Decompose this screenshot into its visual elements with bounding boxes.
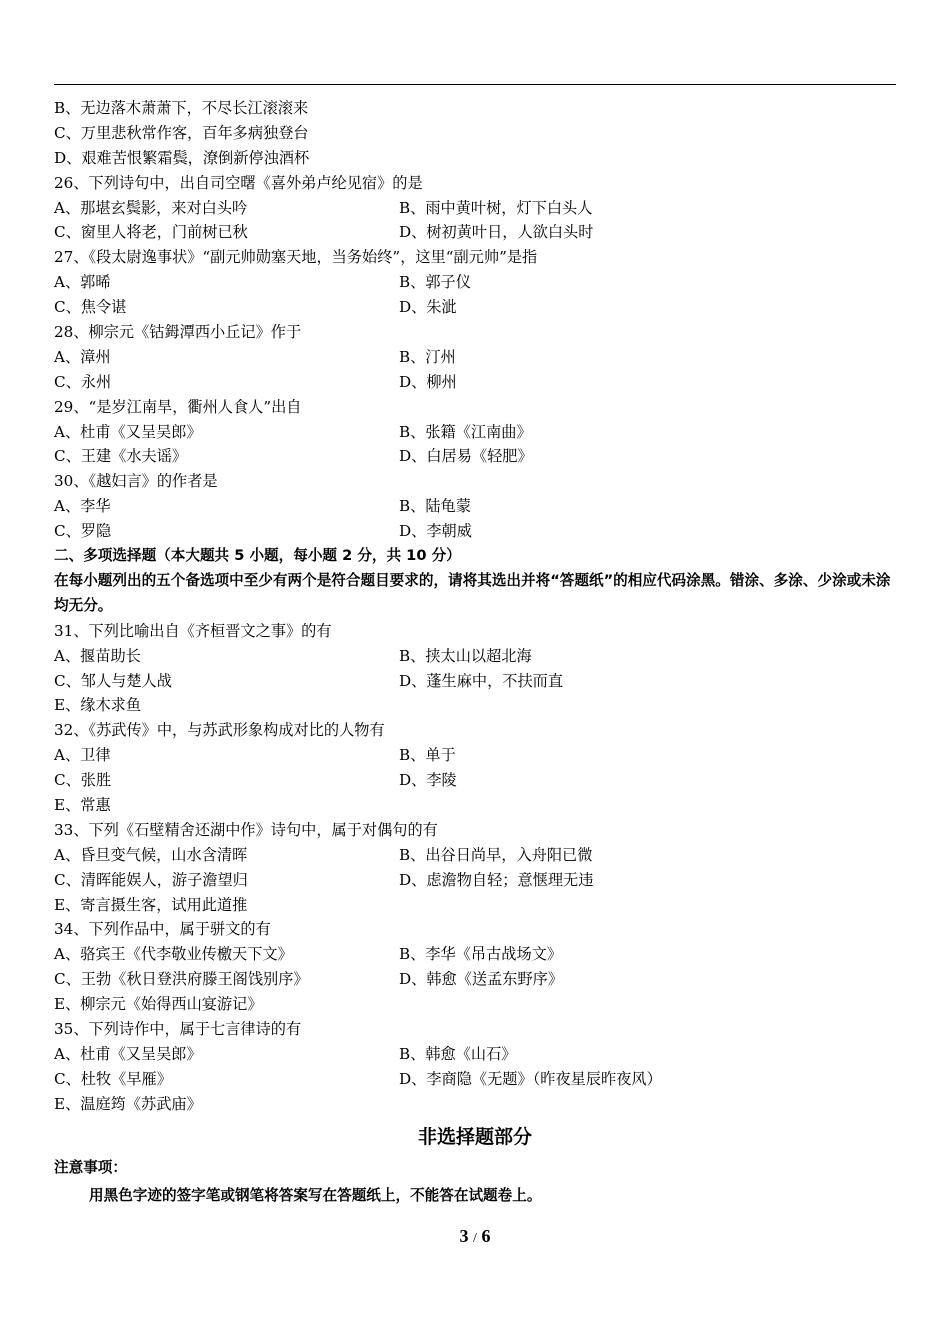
line-text: E、寄言摄生客，试用此道推 bbox=[54, 895, 248, 914]
line-text: 33、下列《石壁精舍还湖中作》诗句中，属于对偶句的有 bbox=[54, 820, 438, 839]
line-option-right: D、蓬生麻中，不扶而直 bbox=[399, 671, 564, 690]
text-line bbox=[54, 345, 896, 370]
section-instruction: 在每小题列出的五个备选项中至少有两个是符合题目要求的，请将其选出并将“答题纸”的相应代码涂黑。错涂、多涂、少涂或未涂均无分。 bbox=[54, 571, 891, 614]
text-line bbox=[54, 469, 896, 494]
text-line bbox=[54, 96, 896, 121]
text-line bbox=[54, 1042, 896, 1067]
line-option-right: B、汀州 bbox=[399, 347, 456, 366]
page-content bbox=[54, 96, 896, 1211]
line-text: C、杜牧《早雁》 bbox=[54, 1069, 172, 1088]
line-text: A、李华 bbox=[54, 497, 111, 516]
notice-title: 注意事项： bbox=[54, 1158, 127, 1176]
line-text: A、那堪玄鬓影，来对白头吟 bbox=[54, 198, 248, 217]
text-line bbox=[54, 818, 896, 843]
text-line bbox=[54, 444, 896, 469]
line-text: 34、下列作品中，属于骈文的有 bbox=[54, 920, 271, 939]
text-line bbox=[54, 718, 896, 743]
text-line bbox=[54, 146, 896, 171]
page-total: 6 bbox=[481, 1226, 491, 1246]
line-option-right: B、陆龟蒙 bbox=[399, 497, 471, 516]
page-number bbox=[0, 1226, 950, 1247]
line-text: 32、《苏武传》中，与苏武形象构成对比的人物有 bbox=[54, 721, 385, 740]
line-option-right: D、柳州 bbox=[399, 372, 457, 391]
line-text: 28、柳宗元《钴鉧潭西小丘记》作于 bbox=[54, 323, 302, 342]
text-line bbox=[54, 893, 896, 918]
line-text: A、骆宾王《代李敬业传檄天下文》 bbox=[54, 945, 293, 964]
line-text: E、常惠 bbox=[54, 795, 111, 814]
text-line bbox=[54, 494, 896, 519]
line-text: A、漳州 bbox=[54, 347, 111, 366]
notice-body: 用黑色字迹的签字笔或钢笔将答案写在答题纸上，不能答在试题卷上。 bbox=[89, 1186, 542, 1204]
text-line bbox=[54, 1067, 896, 1092]
line-option-right: D、白居易《轻肥》 bbox=[399, 447, 533, 466]
text-line bbox=[54, 295, 896, 320]
line-option-right: D、李朝威 bbox=[399, 522, 472, 541]
line-option-right: D、朱泚 bbox=[399, 298, 457, 317]
line-text: E、缘木求鱼 bbox=[54, 696, 142, 715]
text-line bbox=[54, 270, 896, 295]
text-line bbox=[54, 1017, 896, 1042]
line-text: B、无边落木萧萧下，不尽长江滚滚来 bbox=[54, 99, 309, 117]
line-option-right: D、李陵 bbox=[399, 771, 457, 790]
text-line bbox=[54, 917, 896, 942]
text-line bbox=[54, 619, 896, 644]
text-line bbox=[54, 519, 896, 544]
line-text: A、昏旦变气候，山水含清晖 bbox=[54, 845, 248, 864]
line-text: D、艰难苦恨繁霜鬓，潦倒新停浊酒杯 bbox=[54, 148, 310, 167]
line-option-right: D、虑澹物自轻；意惬理无违 bbox=[399, 870, 594, 889]
line-option-right: B、张籍《江南曲》 bbox=[399, 422, 532, 441]
text-line bbox=[54, 967, 896, 992]
line-option-right: D、韩愈《送孟东野序》 bbox=[399, 970, 564, 989]
page-current: 3 bbox=[459, 1226, 469, 1246]
text-line bbox=[54, 395, 896, 420]
text-line bbox=[54, 693, 896, 718]
line-text: C、张胜 bbox=[54, 771, 112, 790]
line-text: C、罗隐 bbox=[54, 522, 112, 541]
line-text: A、杜甫《又呈吴郎》 bbox=[54, 422, 202, 441]
text-line bbox=[54, 420, 896, 445]
line-option-right: B、雨中黄叶树，灯下白头人 bbox=[399, 198, 593, 217]
line-option-right: D、树初黄叶日，人欲白头时 bbox=[399, 223, 594, 242]
line-text: A、杜甫《又呈吴郎》 bbox=[54, 1044, 202, 1063]
header-rule bbox=[54, 84, 896, 85]
text-line bbox=[54, 669, 896, 694]
line-text: A、揠苗助长 bbox=[54, 646, 141, 665]
part-title: 非选择题部分 bbox=[417, 1125, 532, 1148]
line-text: C、永州 bbox=[54, 372, 112, 391]
line-text: 31、下列比喻出自《齐桓晋文之事》的有 bbox=[54, 621, 332, 640]
text-line bbox=[54, 220, 896, 245]
line-text: E、温庭筠《苏武庙》 bbox=[54, 1094, 202, 1113]
line-option-right: B、出谷日尚早，入舟阳已微 bbox=[399, 845, 593, 864]
line-option-right: B、李华《吊古战场文》 bbox=[399, 945, 563, 964]
line-text: 30、《越妇言》的作者是 bbox=[54, 472, 218, 491]
line-option-right: B、郭子仪 bbox=[399, 273, 471, 292]
section-title: 二、多项选择题（本大题共 5 小题，每小题 2 分，共 10 分） bbox=[54, 547, 461, 565]
text-line bbox=[54, 1092, 896, 1117]
text-line bbox=[54, 768, 896, 793]
line-text: E、柳宗元《始得西山宴游记》 bbox=[54, 995, 263, 1014]
line-text: 27、《段太尉逸事状》“副元帅勋塞天地，当务始终”，这里“副元帅”是指 bbox=[54, 248, 538, 267]
text-line bbox=[54, 992, 896, 1017]
text-line bbox=[54, 743, 896, 768]
text-line bbox=[54, 196, 896, 221]
line-text: C、万里悲秋常作客，百年多病独登台 bbox=[54, 123, 309, 142]
text-line bbox=[54, 843, 896, 868]
text-line bbox=[54, 121, 896, 146]
page-separator: / bbox=[473, 1231, 477, 1246]
line-text: 26、下列诗句中，出自司空曙《喜外弟卢纶见宿》的是 bbox=[54, 173, 423, 192]
question-block-multiple-choice bbox=[54, 619, 896, 1117]
text-line bbox=[54, 245, 896, 270]
line-text: C、焦令谌 bbox=[54, 298, 127, 317]
line-text: C、王勃《秋日登洪府滕王阁饯别序》 bbox=[54, 970, 309, 989]
line-option-right: D、李商隐《无题》（昨夜星辰昨夜风） bbox=[399, 1069, 662, 1088]
line-text: 35、下列诗作中，属于七言律诗的有 bbox=[54, 1019, 302, 1038]
line-text: C、清晖能娱人，游子澹望归 bbox=[54, 870, 248, 889]
line-text: A、卫律 bbox=[54, 746, 111, 765]
line-text: C、王建《水夫谣》 bbox=[54, 447, 188, 466]
text-line bbox=[54, 868, 896, 893]
text-line bbox=[54, 320, 896, 345]
text-line bbox=[54, 370, 896, 395]
line-option-right: B、韩愈《山石》 bbox=[399, 1044, 517, 1063]
line-text: C、窗里人将老，门前树已秋 bbox=[54, 223, 248, 242]
line-text: C、邹人与楚人战 bbox=[54, 671, 172, 690]
text-line bbox=[54, 171, 896, 196]
line-option-right: B、挟太山以超北海 bbox=[399, 646, 532, 665]
line-text: 29、“是岁江南旱，衢州人食人”出自 bbox=[54, 397, 302, 416]
text-line bbox=[54, 942, 896, 967]
text-line bbox=[54, 644, 896, 669]
line-option-right: B、单于 bbox=[399, 746, 456, 765]
text-line bbox=[54, 793, 896, 818]
question-block-single-choice bbox=[54, 96, 896, 544]
line-text: A、郭晞 bbox=[54, 273, 111, 292]
